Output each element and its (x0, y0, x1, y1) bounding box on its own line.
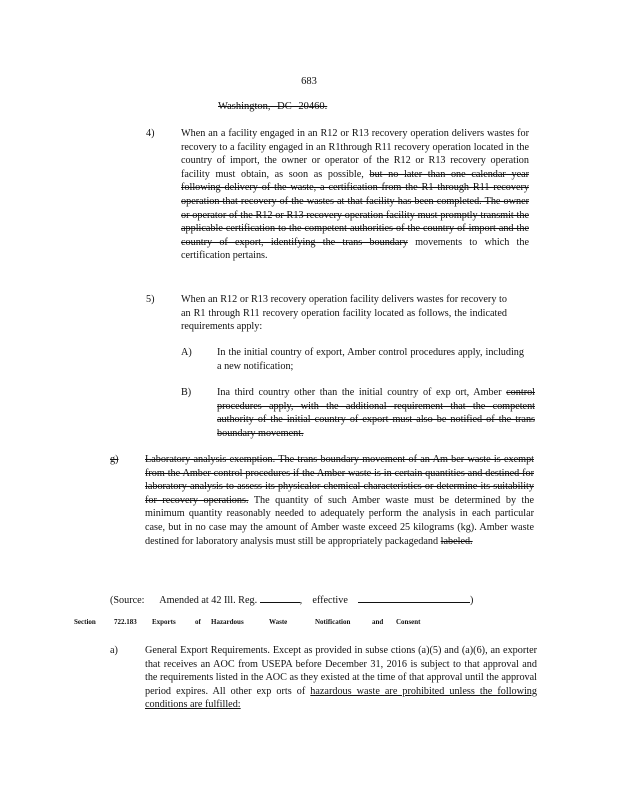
item-5-label: 5) (146, 294, 155, 305)
item-g-label: g) (110, 454, 119, 465)
item-5b-label: B) (181, 387, 192, 398)
section-title-word: Exports (152, 618, 176, 626)
section-title-word: Notification (315, 618, 351, 626)
item-a-text: General Export Requirements. Except as provided in subse ctions (a)(5) and (a)(6), an exporter that receives an AOC from USEPA before December 31, 2016 is subject to that approval and the requirements listed in the AOC as they existed at the time of that approval until the approval period expires. All other exp orts of (145, 645, 537, 697)
source-effective: effective (312, 595, 348, 606)
item-g-text: The quantity of such Amber waste must be determined by the minimum quantity reasonably needed to adequately perform the analysis in each particular case, but in no case may the amount of Amber waste exceed 25 kilograms (kg). Amber waste destined for laboratory analysis must still be appropriately packagedand (145, 494, 534, 547)
item-4-text-end: movements to which the certification pertains. (181, 236, 530, 262)
effective-date-blank (358, 592, 470, 603)
item-5-text: When an R12 or R13 recovery operation facility delivers wastes for recovery to an R1 through R11 recovery operation facility located as follows, the indicated requirements apply: (181, 294, 507, 333)
item-g-paragraph (145, 453, 534, 548)
address-line: Washington, DC 20460. (218, 101, 328, 112)
source-line: (Source: Amended at 42 Ill. Reg. , effective ) (110, 592, 530, 608)
item-4-struck-text: but no later than one calendar year following delivery of the waste, a certification from the R1 through R11 recovery operation that recovery of the wastes at that facility has been completed. The owner or operator of the R12 or R13 recovery operation facility must promptly transmit the applicable certification to the competent authorities of the country of import and the country of export, identifying the trans boundary (181, 168, 530, 248)
reg-blank (260, 592, 300, 603)
item-g-struck-end: labeled. (440, 535, 473, 547)
source-amended: Amended at 42 Ill. Reg. (159, 595, 258, 606)
item-4-text: When an a facility engaged in an R12 or R13 recovery operation delivers wastes for recovery to a facility engaged in an R1through R11 recovery operation located in the country of import, the owner or operator of the R12 or R13 recovery operation facility must obtain, as soon as possible, (181, 128, 529, 180)
item-5a-label: A) (181, 347, 192, 358)
section-title-word: Waste (269, 618, 288, 626)
item-a-paragraph (145, 644, 537, 712)
source-suffix: ) (470, 595, 474, 606)
item-a-underlined-text: hazardous waste are prohibited unless the following conditions are fulfilled: (145, 685, 537, 711)
section-title-word: of (195, 618, 201, 626)
section-number: 722.183 (114, 618, 137, 626)
item-g-struck-text: Laboratory analysis exemption. The trans boundary movement of an Am ber waste is exempt from the Amber control procedures if the Amber waste is in certain quantities and destined for laboratory analysis to assess its physicalor chemical characteristics or determine its suitability for recovery operations. (145, 454, 534, 506)
section-word: Section (74, 618, 96, 626)
source-prefix: (Source: (110, 595, 145, 606)
item-5a-text: In the initial country of export, Amber control procedures apply, including a new notification; (217, 347, 524, 372)
item-5b-text: Ina third country other than the initial country of exp ort, Amber (217, 387, 502, 398)
item-4-label: 4) (146, 128, 155, 139)
section-title-word: Consent (396, 618, 421, 626)
page-number: 683 (301, 76, 317, 87)
item-a-label: a) (110, 645, 118, 656)
item-5b-paragraph (217, 386, 535, 440)
section-title-word: Hazardous (211, 618, 244, 626)
section-title-word: and (372, 618, 384, 626)
item-4-paragraph (181, 127, 529, 263)
item-5b-struck-text: control procedures apply, with the additional requirement that the competent authority of the initial country of export must also be notified of the trans boundary movement. (217, 387, 536, 439)
